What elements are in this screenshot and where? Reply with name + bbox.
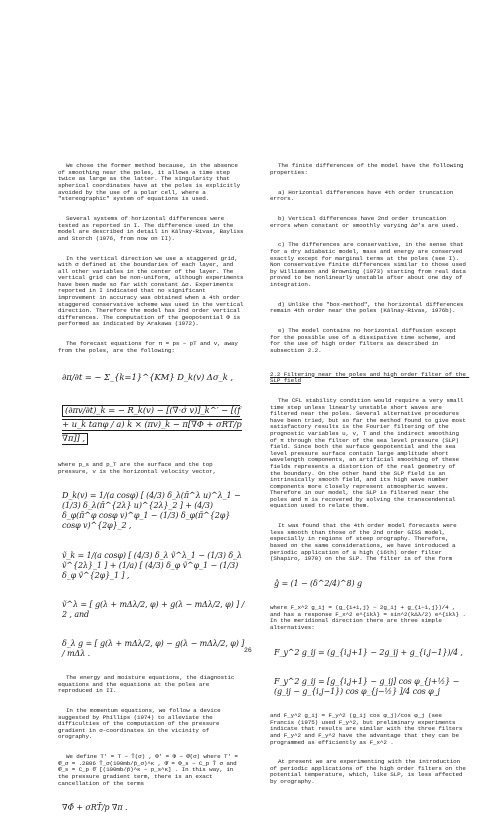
left-paragraph-4: The forecast equations for π = ps − pT and v, away from the poles, are the following: <box>58 340 242 354</box>
section-heading-2-2: 2.2 Filtering near the poles and high order filter of the SLP field <box>270 370 470 385</box>
left-paragraph-5: where p_s and p_T are the surface and the top pressure, v is the horizontal velocity vector, <box>58 460 217 475</box>
page-number: 26 <box>244 647 252 654</box>
left-column <box>58 150 245 830</box>
right-paragraph-high-order: It was found that the 4th order model forecasts were less smooth than those of the 2nd order GISS model, especially in regions of steep orography. Therefore, based on the same considerations, we have introduced a periodic application of a high (16th) order filter (Shapiro, 1970) on the SLP. The filter is of the form <box>270 522 461 563</box>
equation-difference: δ_λ g = [ g(λ + mΔλ/2, φ) − g(λ − mΔλ/2, φ) ] / mΔλ . <box>62 638 245 658</box>
right-column <box>270 150 470 799</box>
left-paragraph-3: In the vertical direction we use a staggered grid, with σ defined at the boundaries of each layer, and all other variables in the center of the layer. The vertical grid can be non-uniform, although experiments have been made so far with constant Δσ. Experiments reported in I indicated that no significant improvement in accuracy was obtained when a 4th order staggered conservative scheme was used in the vertical direction. Therefore the model has 2nd order vertical differences. The computation of the geopotential Φ is performed as indicated by Arakawa (1972). <box>58 254 247 328</box>
right-paragraph-present: At present we are experimenting with the introduction of periodic applications of the high order filters on the potential temperature, which, like SLP, is less affected by orography. <box>270 758 470 786</box>
equation-vorticity: ṽ_k = 1/(a cosφ) [ (4/3) δ_λ ṽ^λ_1 − (1/3) δ_λ ṽ^{2λ}_1 ] + (1/a) [ (4/3) δ_φ ṽ^φ_1 − (1/3) δ_φ ṽ^{2φ}_1 ] , <box>62 550 242 580</box>
right-item-e: e) The model contains no horizontal diffusion except for the possible use of a dissipative time scheme, and for the use of high order filters as described in subsection 2.2. <box>270 327 461 354</box>
right-paragraph-1: The finite differences of the model have the following properties: <box>270 162 467 176</box>
equation-meridional-1: F_y^2 g_ij = (g_{i,j+1} − 2g_ij + g_{i,j−1})/4 , <box>274 647 463 657</box>
equation-momentum-box: (∂πv/∂t)_k = − R_k(v) − [(∇·σ̇ v)]_k^′ − [(f + u_k tanφ / a) k × (πv)_k − π[∇Φ + σRT/p ∇π]] , <box>62 405 242 444</box>
equation-cancellation: ∇Φ̄ + σRT̄/p ∇π . <box>62 803 128 813</box>
left-paragraph-7: In the momentum equations, we follow a device suggested by Phillips (1974) to alleviate the difficulties of the computation of the pressure gradient in σ-coordinates in the vicinity of orography. <box>58 707 225 741</box>
left-paragraph-8: We define T′ = T − T̄(σ) , Φ′ = Φ − Φ̄(σ) where T′ = Φ̄_σ = .2806 T̄_σ(100mb/p̄_σ)^κ , Φ̄ = Φ_s − C_p T̄ σ and Φ̄_s = C_p θ̄ [(100mb/p̄)^κ − p_s^κ] . In this way, in the pressure gradient term, there is an exact cancellation of the terms <box>58 753 242 787</box>
right-item-c: c) The differences are conservative, in the sense that for a dry adiabatic model, mass and energy are conserved exactly except for marginal terms at the poles (see I). Non conservative finite differences similar to those used by Williamson and Browning (1973) starting from real data proved to be nonlinearly unstable after about one day of integration. <box>270 241 470 288</box>
equation-shapiro-filter: ĝ = (1 − (δ^2/4)^8) g <box>274 579 363 588</box>
left-paragraph-1: We chose the former method because, in the absence of smoothing near the poles, it allows a time step twice as large as the latter. The singularity that spherical coordinates have at the poles is explicitly avoided by the use of a polar cell, where a "stereographic" system of equations is used. <box>58 162 244 203</box>
right-paragraph-filtering: The CFL stability condition would require a very small time step unless linearly unstable short waves are filtered near the poles. Several alternative procedures have been tried, but so far the method found to give most satisfactory results is the Fourier filtering of the prognostic variables u, v, T and the indirect smoothing of π through the filter of the sea level pressure (SLP) field. Since both the surface geopotential and the sea level pressure surface contain large amplitude short wavelength components, an artificial smoothing of these fields represents a distortion of the real geometry of the boundary. On the other hand the SLP field is an intrinsically smooth field, and its high wave number components more closely represent atmospheric waves. Therefore in our model, the SLP is filtered near the poles and π is recovered by solving the transcendental equation used to relate them. <box>270 396 470 510</box>
right-item-b: b) Vertical differences have 2nd order truncation errors when constant or smoothly varying Δσ's are used. <box>270 214 459 229</box>
right-paragraph-francis: and F_y^2 g_ij = F_y^2 (g_ij cos φ_j)/cos φ_j (see Francis (1975) used F_y^2, but preliminary experiments indicate that results are similar with the three filters and F_y^2 and F_y^2 have the advantage that they can be programmed as efficiently as F_x^2 . <box>270 712 466 746</box>
equation-meridional-2: F_y^2 g_ij = [g_{i,j+1} − g_ij] cos φ_{j+½} − (g_ij − g_{i,j−1}) cos φ_{j−½} ]/4 cos φ_j <box>274 676 460 696</box>
left-paragraph-2: Several systems of horizontal differences were tested as reported in I. The difference used in the model are described in detail in Kálnay-Rivas, Bayliss and Storch (1976, from now on II). <box>58 214 247 242</box>
equation-continuity: ∂π/∂t = − Σ_{k=1}^{KM} D_k(v) Δσ_k , <box>62 372 233 383</box>
equation-divergence: D_k(v) = 1/(a cosφ) [ (4/3) δ_λ(π̄^λ u)^λ_1 − (1/3) δ_λ(π̄^{2λ} u)^{2λ}_2 ] + (4/3) δ_φ(π̄^φ cosφ v)^φ_1 − (1/3) δ_φ(π̄^{2φ} cosφ v)^{2φ}_2 , <box>62 491 241 531</box>
right-item-d: d) Unlike the "box-method", the horizontal differences remain 4th order near the poles (Kálnay-Rivas, 1976b). <box>270 300 467 315</box>
right-paragraph-filter-response: where F_x^2 g_ij = (g_{i+1,j} − 2g_ij + g_{i−1,j})/4 , and has a response F_x^2 e^{ikλ} = sin^2(kΔλ/2) e^{ikλ} . In the meridional direction there are three simple alternatives: <box>270 604 470 631</box>
left-paragraph-6: The energy and moisture equations, the diagnostic equations and the equations at the poles are reproduced in II. <box>58 674 238 695</box>
equation-average: ṽ^λ = [ g(λ + mΔλ/2, φ) + g(λ − mΔλ/2, φ) ] / 2 , and <box>62 599 245 619</box>
equation-momentum <box>62 404 245 446</box>
right-item-a: a) Horizontal differences have 4th order truncation errors. <box>270 188 457 203</box>
